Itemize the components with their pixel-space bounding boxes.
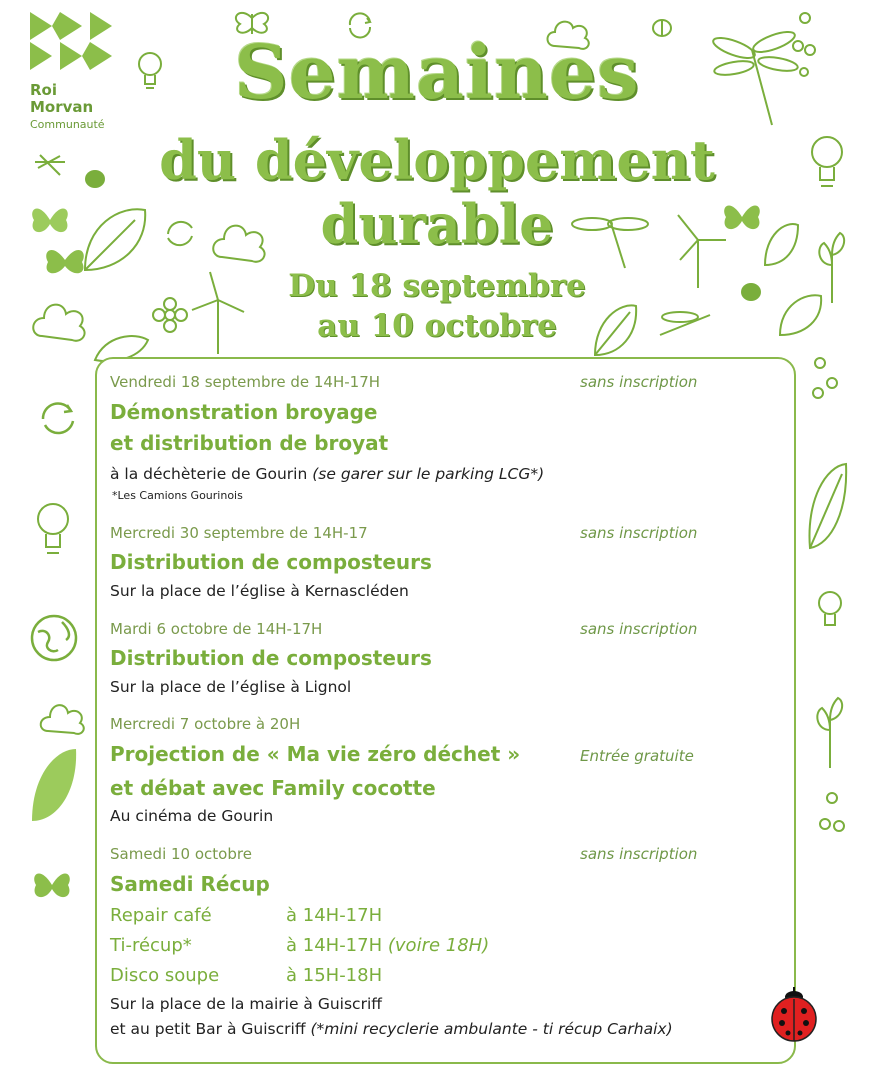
butterfly-icon-5 [30,865,74,905]
event-1-date: Vendredi 18 septembre de 14H-17H [110,373,381,391]
event-2-title: Distribution de composteurs [110,550,432,574]
event-3-tag: sans inscription [580,620,698,638]
event-5-place-text: et au petit Bar à Guiscriff [110,1020,306,1038]
title-line-1: Semaines [234,30,640,116]
event-4-place: Au cinéma de Gourin [110,807,274,825]
activity-2-time-text: à 14H-17H [286,935,383,956]
event-5-date: Samedi 10 octobre [110,845,252,863]
logo-line-3: Communauté [30,118,105,131]
activity-2-note: (voire 18H) [387,935,490,956]
activity-3-time: à 15H-18H [286,965,383,986]
lightbulb-icon-4 [812,585,848,640]
date-range-line-2: au 10 octobre [317,308,557,344]
lightbulb-icon-3 [28,495,78,565]
event-3-title: Distribution de composteurs [110,646,432,670]
event-1-title-line-1: Démonstration broyage [110,400,378,424]
earth-icon [28,610,80,665]
activity-3-name: Disco soupe [110,965,220,986]
event-1-title-line-2: et distribution de broyat [110,431,389,455]
activity-2-name: Ti-récup* [110,935,192,956]
event-3-date: Mardi 6 octobre de 14H-17H [110,620,323,638]
event-1-tag: sans inscription [580,373,698,391]
event-1-place-note: (se garer sur le parking LCG*) [312,465,545,483]
activity-1-name: Repair café [110,905,212,926]
recycle-icon-3 [35,395,81,441]
event-5-place-note: (*mini recyclerie ambulante - ti récup Carhaix) [310,1020,673,1038]
event-4-tag: Entrée gratuite [580,747,694,765]
event-4-date: Mercredi 7 octobre à 20H [110,715,301,733]
event-2-tag: sans inscription [580,524,698,542]
event-4-title-line-1: Projection de « Ma vie zéro déchet » [110,742,521,766]
sprout-icon-2 [810,690,850,770]
activity-2-time [286,935,489,956]
event-5-place-line-1: Sur la place de la mairie à Guiscriff [110,995,382,1013]
flower-icon-3 [808,355,844,415]
logo-line-2: Morvan [30,98,94,116]
event-1-footnote: *Les Camions Gourinois [112,489,243,502]
cloud-icon-4 [38,695,88,740]
events-panel [95,357,796,1064]
leaf-icon-7 [804,460,850,552]
event-3-place: Sur la place de l’église à Lignol [110,678,352,696]
event-2-place: Sur la place de l’église à Kernascléden [110,582,409,600]
event-5-tag: sans inscription [580,845,698,863]
event-5-title: Samedi Récup [110,872,270,896]
title-line-2: du développement [159,128,715,192]
title-line-3: durable [320,192,554,256]
activity-1-time: à 14H-17H [286,905,383,926]
event-2-date: Mercredi 30 septembre de 14H-17 [110,524,368,542]
ladybug-icon [768,985,820,1043]
leaf-icon-6 [28,745,80,825]
event-1-place-text: à la déchèterie de Gourin [110,465,308,483]
event-5-place-line-2 [110,1020,673,1038]
logo-line-1: Roi [30,81,57,99]
date-range-line-1: Du 18 septembre [288,268,586,304]
flower-icon-4 [815,790,849,840]
event-1-place [110,465,544,483]
event-4-title-line-2: et débat avec Family cocotte [110,776,436,800]
